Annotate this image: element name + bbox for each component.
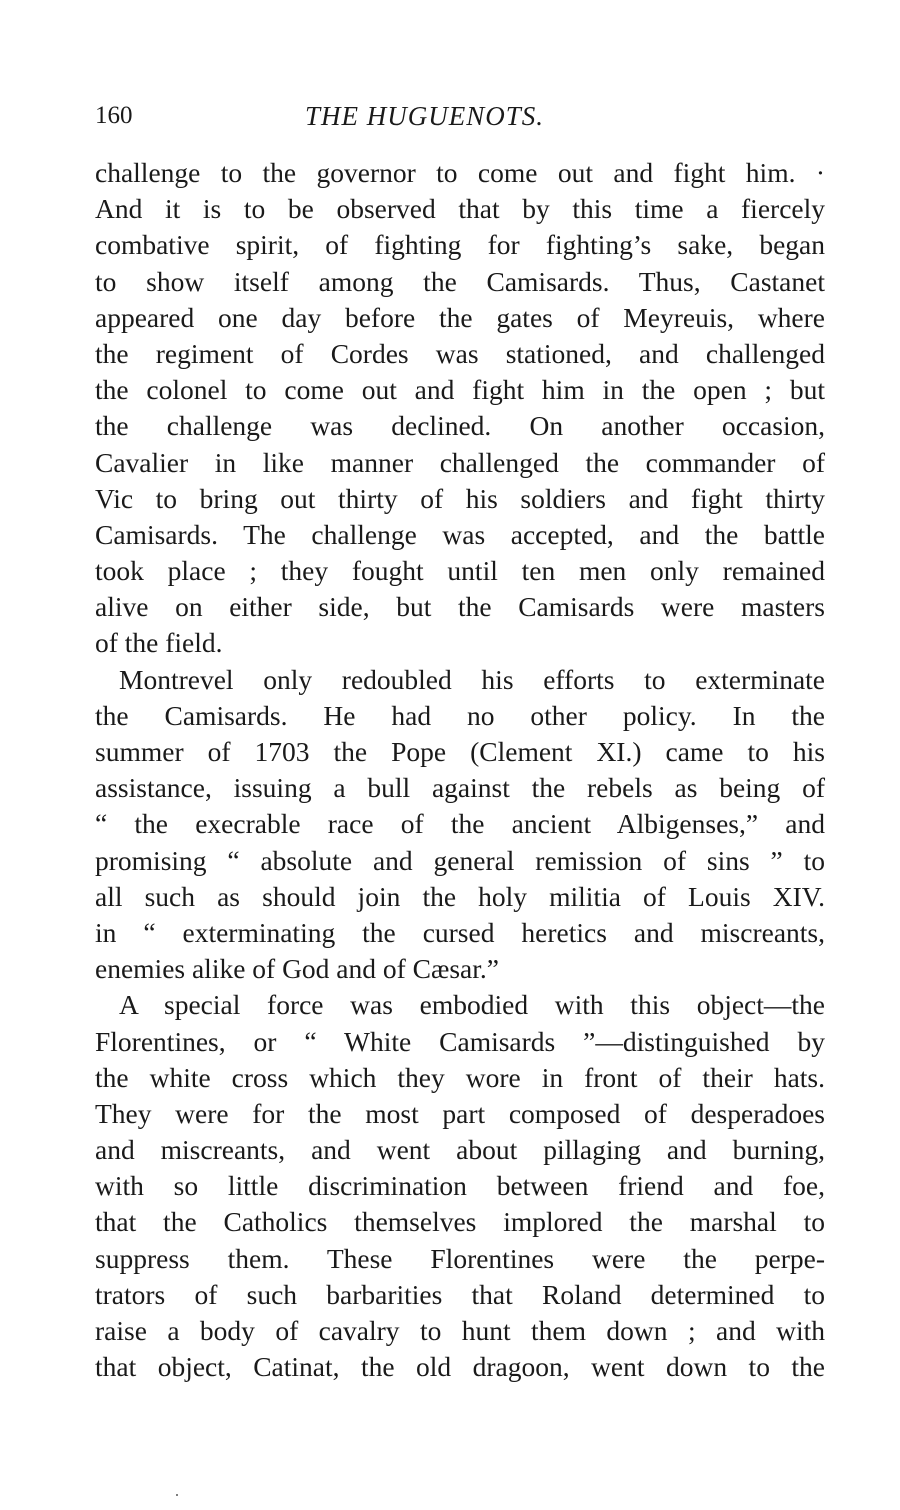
text-line: to show itself among the Camisards. Thus, Castanet — [95, 265, 825, 297]
text-line: And it is to be observed that by this time a fiercely — [95, 193, 825, 225]
text-line: Florentines, or “ White Camisards ”—distinguished by — [95, 1025, 825, 1057]
text-line: all such as should join the holy militia of Louis XIV. — [95, 880, 825, 912]
text-line: in “ exterminating the cursed heretics and miscreants, — [95, 916, 825, 948]
text-line: with so little discrimination between friend and foe, — [95, 1170, 825, 1202]
text-line: that the Catholics themselves implored the marshal to — [95, 1206, 825, 1238]
text-line: Camisards. The challenge was accepted, and the battle — [95, 518, 825, 550]
paragraph-start-line: A special force was embodied with this object—the — [119, 989, 825, 1021]
text-line: of the field. — [95, 627, 223, 659]
text-line: the white cross which they wore in front of their hats. — [95, 1061, 825, 1093]
running-title: THE HUGUENOTS. — [305, 101, 545, 131]
stray-ink-dot — [176, 1494, 178, 1496]
text-line: raise a body of cavalry to hunt them down ; and with — [95, 1315, 825, 1346]
paragraph-start-line: Montrevel only redoubled his efforts to exterminate — [119, 663, 825, 695]
body-text — [95, 155, 825, 1385]
text-line: the Camisards. He had no other policy. In the — [95, 699, 825, 731]
text-line: promising “ absolute and general remission of sins ” to — [95, 844, 825, 876]
running-head — [95, 96, 825, 136]
text-line: the challenge was declined. On another occasion, — [95, 410, 825, 442]
text-line: alive on either side, but the Camisards were masters — [95, 591, 825, 623]
page-number: 160 — [95, 102, 133, 129]
text-line: challenge to the governor to come out and fight him. · — [95, 157, 825, 188]
text-line: combative spirit, of fighting for fighting’s sake, began — [95, 229, 825, 261]
text-line: that object, Catinat, the old dragoon, went down to the — [95, 1351, 825, 1383]
text-line: assistance, issuing a bull against the rebels as being of — [95, 772, 825, 804]
text-line: Cavalier in like manner challenged the commander of — [95, 446, 825, 478]
text-line: the colonel to come out and fight him in the open ; but — [95, 374, 825, 406]
text-line: “ the execrable race of the ancient Albigenses,” and — [95, 808, 825, 840]
text-line: took place ; they fought until ten men only remained — [95, 555, 825, 587]
text-line: and miscreants, and went about pillaging and burning, — [95, 1134, 825, 1166]
text-line: summer of 1703 the Pope (Clement XI.) came to his — [95, 736, 825, 767]
text-line: the regiment of Cordes was stationed, and challenged — [95, 337, 825, 369]
text-line: They were for the most part composed of desperadoes — [95, 1097, 825, 1129]
text-line: enemies alike of God and of Cæsar.” — [95, 953, 499, 985]
text-line: trators of such barbarities that Roland determined to — [95, 1278, 825, 1310]
text-line: Vic to bring out thirty of his soldiers and fight thirty — [95, 482, 825, 514]
text-line: suppress them. These Florentines were the perpe- — [95, 1242, 825, 1274]
text-line: appeared one day before the gates of Meyreuis, where — [95, 301, 825, 333]
